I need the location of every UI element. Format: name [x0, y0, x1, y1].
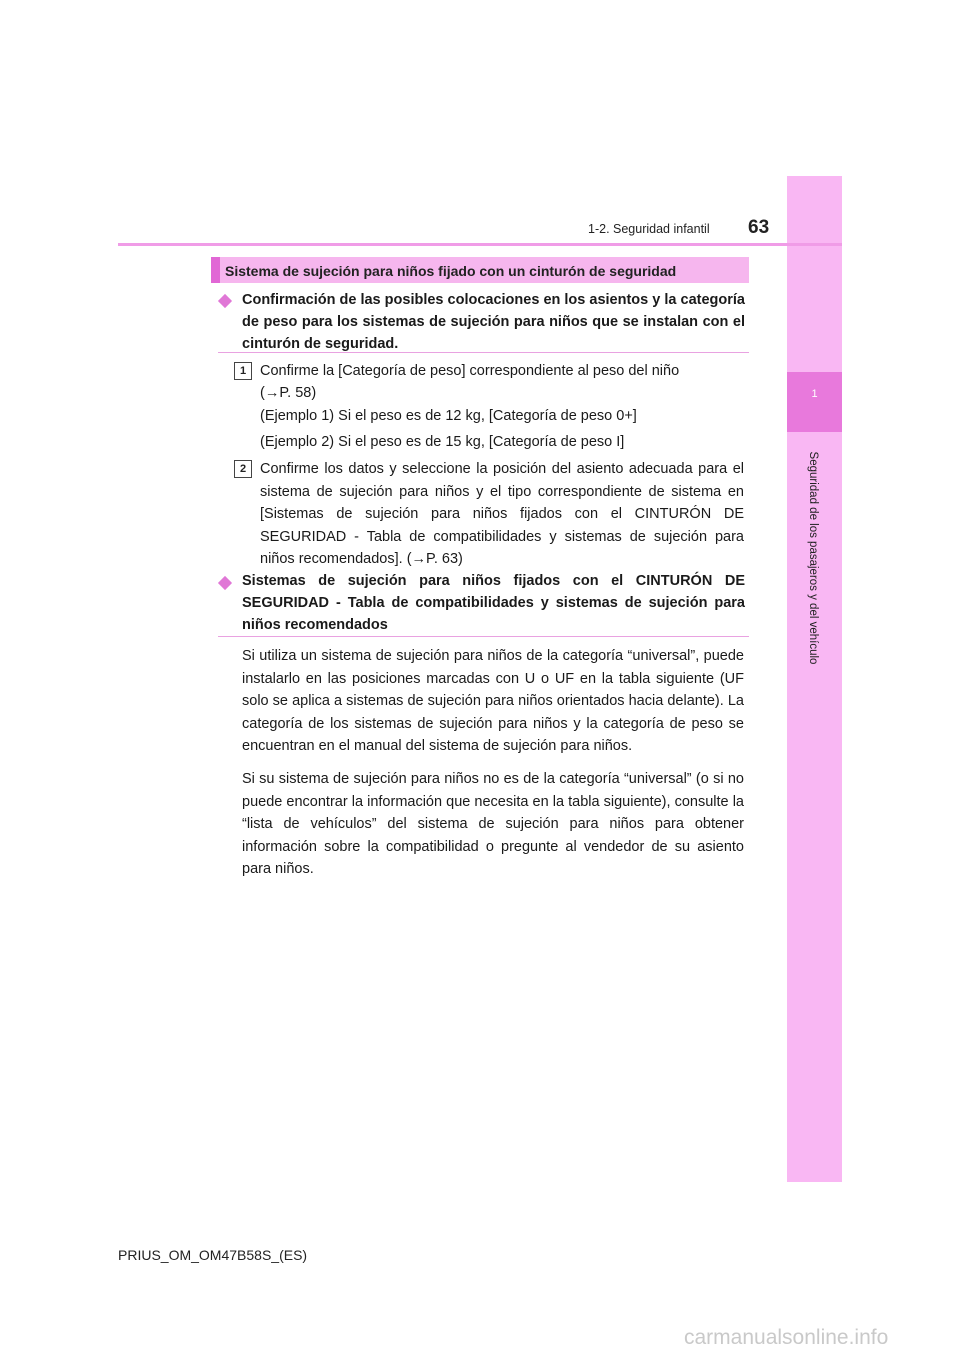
section2-heading: Sistemas de sujeción para niños fijados con el CINTURÓN DE SEGURIDAD - Tabla de compatibilidades y sistemas de sujeción para niños recomendados [242, 573, 745, 633]
watermark: carmanualsonline.info [684, 1326, 889, 1349]
chapter-number: 1 [811, 388, 818, 400]
step2-text: Confirme los datos y seleccione la posición del asiento adecuada para el sistema de sujeción para niños y el tipo correspondiente de sistema en [Sistemas de sujeción para niños fijados con el CINTURÓN DE SEGURIDAD - Tabla de compatibilidades y sistemas de sujeción para niños recomendados]. (→P. 63) [260, 461, 744, 567]
section-title: 1-2. Seguridad infantil [588, 222, 710, 236]
diamond-bullet-icon [218, 294, 232, 308]
step-number-1: 1 [234, 362, 252, 380]
step1-example1: (Ejemplo 1) Si el peso es de 12 kg, [Categoría de peso 0+] [260, 408, 637, 424]
banner-title: Sistema de sujeción para niños fijado con un cinturón de seguridad [225, 263, 677, 279]
banner-accent [211, 257, 220, 283]
page-number: 63 [748, 217, 770, 238]
step1-line1: Confirme la [Categoría de peso] correspondiente al peso del niño [260, 363, 680, 379]
chapter-number-box [787, 372, 842, 432]
step-number-2: 2 [234, 460, 252, 478]
section2-paragraph-1: Si utiliza un sistema de sujeción para niños de la categoría “universal”, puede instalarlo en las posiciones marcadas con U o UF en la tabla siguiente (UF solo se aplica a sistemas de sujeción para niños orientados hacia delante). La categoría de los sistemas de sujeción para niños y la categoría de peso se encuentran en el manual del sistema de sujeción para niños. [242, 648, 744, 755]
header-rule [118, 243, 842, 246]
section1-heading-rule [218, 352, 749, 353]
document-id: PRIUS_OM_OM47B58S_(ES) [118, 1247, 308, 1263]
step1-line2: (→P. 58) [260, 385, 317, 401]
diamond-bullet-icon [218, 576, 232, 590]
section1-heading: Confirmación de las posibles colocaciones en los asientos y la categoría de peso para los sistemas de sujeción para niños que se instalan con el cinturón de seguridad. [242, 292, 745, 352]
section2-heading-rule [218, 636, 749, 637]
chapter-title: Seguridad de los pasajeros y del vehículo [807, 451, 819, 665]
step1-example2: (Ejemplo 2) Si el peso es de 15 kg, [Categoría de peso I] [260, 434, 625, 450]
section2-paragraph-2: Si su sistema de sujeción para niños no es de la categoría “universal” (o si no puede encontrar la información que necesita en la tabla siguiente), consulte la “lista de vehículos” del sistema de sujeción para niños para obtener información sobre la compatibilidad o pregunte al vendedor de su asiento para niños. [242, 771, 744, 878]
